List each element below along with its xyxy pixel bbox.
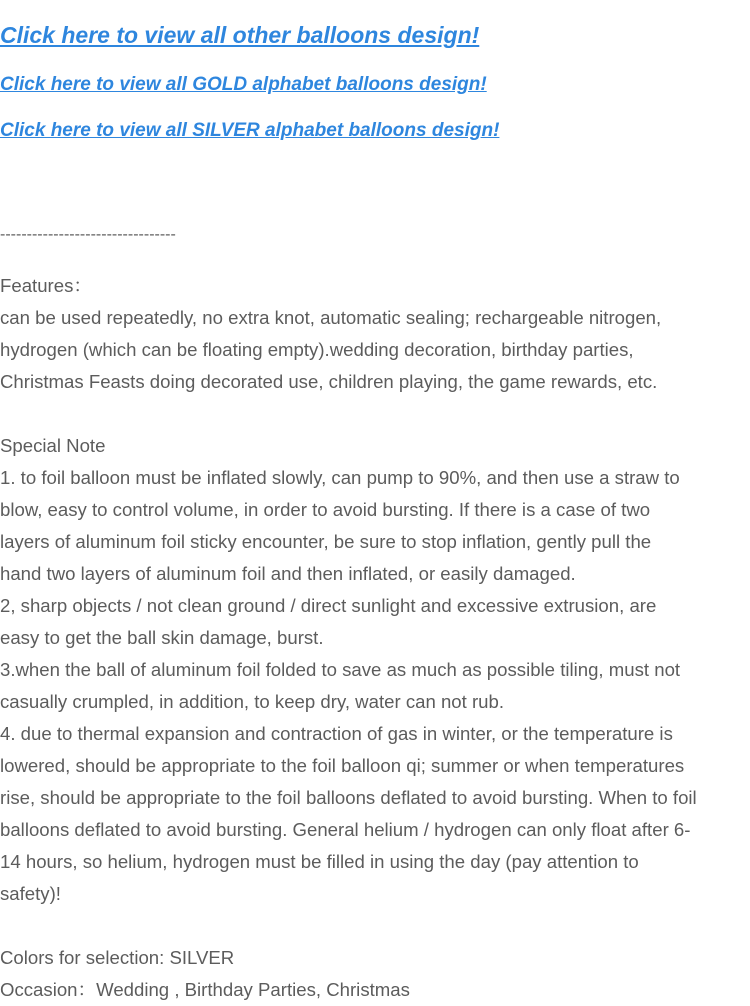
- gold-alphabet-balloons-link[interactable]: Click here to view all GOLD alphabet balloons design!: [0, 74, 487, 95]
- special-note-line: casually crumpled, in addition, to keep dry, water can not rub.: [0, 691, 505, 712]
- special-note-line: rise, should be appropriate to the foil balloons deflated to avoid bursting. When to foil: [0, 787, 697, 808]
- silver-alphabet-balloons-link[interactable]: Click here to view all SILVER alphabet balloons design!: [0, 120, 500, 141]
- features-section: [0, 270, 750, 398]
- features-line: Christmas Feasts doing decorated use, children playing, the game rewards, etc.: [0, 371, 658, 392]
- special-note-line: 3.when the ball of aluminum foil folded to save as much as possible tiling, must not: [0, 659, 681, 680]
- special-note-heading: Special Note: [0, 435, 106, 456]
- special-note-line: blow, easy to control volume, in order to avoid bursting. If there is a case of two: [0, 499, 651, 520]
- divider-line: ---------------------------------: [0, 226, 176, 243]
- features-heading: Features：: [0, 275, 92, 296]
- product-details: [0, 942, 750, 1006]
- features-line: can be used repeatedly, no extra knot, automatic sealing; rechargeable nitrogen,: [0, 307, 662, 328]
- special-note-line: easy to get the ball skin damage, burst.: [0, 627, 324, 648]
- special-note-line: lowered, should be appropriate to the foil balloon qi; summer or when temperatures: [0, 755, 685, 776]
- special-note-line: hand two layers of aluminum foil and then inflated, or easily damaged.: [0, 563, 576, 584]
- all-balloons-design-link[interactable]: Click here to view all other balloons design!: [0, 22, 480, 48]
- colors-for-selection: Colors for selection: SILVER: [0, 947, 235, 968]
- special-note-line: balloons deflated to avoid bursting. General helium / hydrogen can only float after 6-: [0, 819, 691, 840]
- special-note-section: [0, 430, 750, 910]
- special-note-line: layers of aluminum foil sticky encounter, be sure to stop inflation, gently pull the: [0, 531, 652, 552]
- features-line: hydrogen (which can be floating empty).wedding decoration, birthday parties,: [0, 339, 634, 360]
- special-note-line: 4. due to thermal expansion and contraction of gas in winter, or the temperature is: [0, 723, 673, 744]
- special-note-line: safety)!: [0, 883, 61, 904]
- special-note-line: 14 hours, so helium, hydrogen must be filled in using the day (pay attention to: [0, 851, 639, 872]
- special-note-line: 2, sharp objects / not clean ground / direct sunlight and excessive extrusion, are: [0, 595, 657, 616]
- special-note-line: 1. to foil balloon must be inflated slowly, can pump to 90%, and then use a straw to: [0, 467, 680, 488]
- occasion: Occasion：Wedding , Birthday Parties, Christmas: [0, 979, 410, 1000]
